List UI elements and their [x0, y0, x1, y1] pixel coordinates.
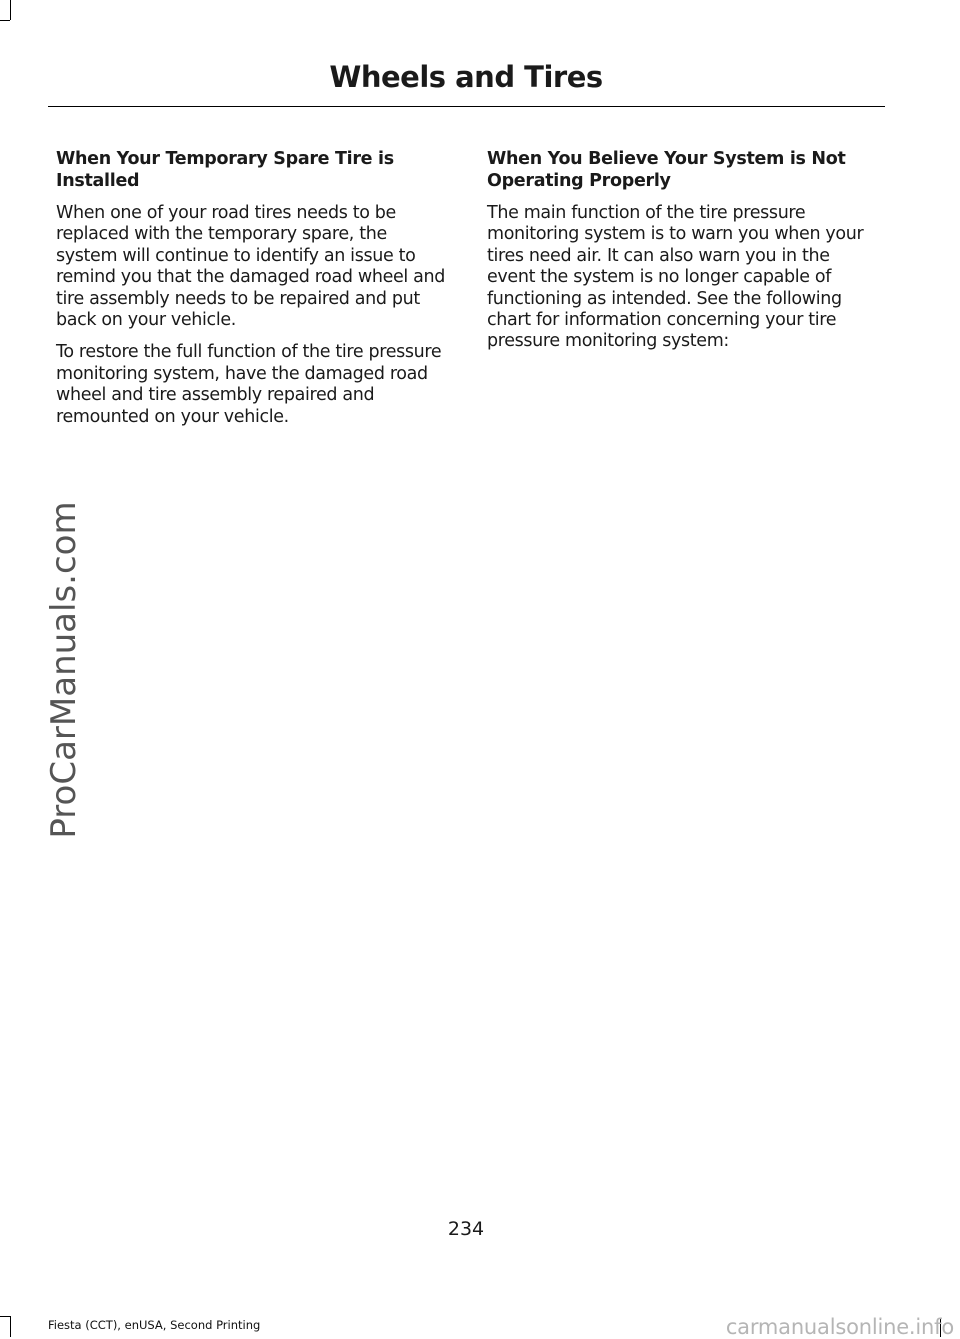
page-title: Wheels and Tires [329, 60, 603, 94]
crop-mark-bottom-left [10, 1316, 11, 1337]
bottom-watermark: carmanualsonline.info [725, 1315, 954, 1339]
paragraph: When one of your road tires needs to be replaced with the temporary spare, the system will continue to identify an issue to remind you that the damaged road wheel and tire assembly needs to be repaired and put back on your vehicle. [56, 203, 445, 331]
section-heading-system-not-operating: When You Believe Your System is Not Operating Properly [487, 149, 846, 191]
left-column [56, 148, 450, 439]
crop-mark-top-left [10, 0, 11, 20]
header-divider [48, 106, 885, 107]
side-watermark: ProCarManuals.com [44, 501, 84, 839]
page-number: 234 [447, 1218, 485, 1240]
paragraph: To restore the full function of the tire pressure monitoring system, have the damaged road wheel and tire assembly repaired and remounted on your vehicle. [56, 342, 442, 427]
footer-edition: Fiesta (CCT), enUSA, Second Printing [48, 1318, 261, 1332]
paragraph: The main function of the tire pressure monitoring system is to warn you when your tires need air. It can also warn you in the event the system is no longer capable of functioning as intended. See the following chart for information concerning your tire pressure monitoring system: [487, 203, 864, 352]
crop-mark-top-left-horizontal [0, 20, 10, 21]
section-heading-temporary-spare: When Your Temporary Spare Tire is Installed [56, 149, 394, 191]
right-column [487, 148, 881, 364]
crop-mark-bottom-left-horizontal [0, 1316, 10, 1317]
